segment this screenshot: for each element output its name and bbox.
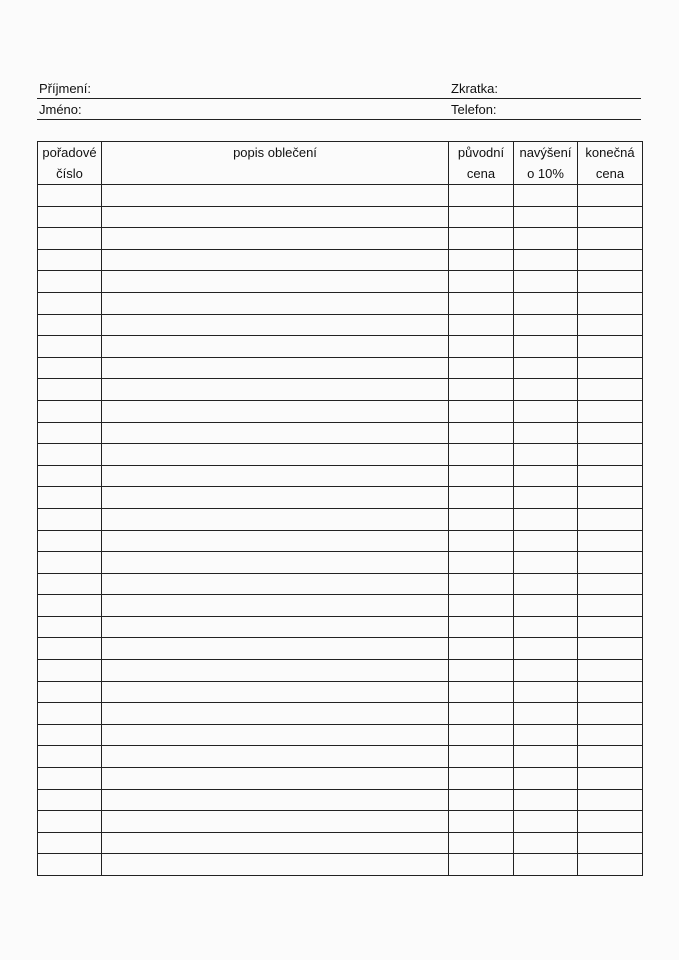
cell-markup[interactable] bbox=[514, 508, 578, 530]
cell-description[interactable] bbox=[102, 508, 449, 530]
cell-original-price[interactable] bbox=[449, 249, 514, 271]
cell-original-price[interactable] bbox=[449, 854, 514, 876]
cell-markup[interactable] bbox=[514, 530, 578, 552]
col-header-line1: původní bbox=[457, 145, 505, 160]
cell-markup[interactable] bbox=[514, 660, 578, 682]
cell-markup[interactable] bbox=[514, 768, 578, 790]
cell-final-price[interactable] bbox=[578, 292, 643, 314]
cell-original-price[interactable] bbox=[449, 660, 514, 682]
cell-markup[interactable] bbox=[514, 444, 578, 466]
table-row bbox=[38, 379, 643, 401]
col-header-line2: cena bbox=[466, 166, 496, 181]
cell-final-price[interactable] bbox=[578, 552, 643, 574]
cell-order-number[interactable] bbox=[38, 530, 102, 552]
table-row bbox=[38, 811, 643, 833]
cell-final-price[interactable] bbox=[578, 465, 643, 487]
cell-order-number[interactable] bbox=[38, 228, 102, 250]
cell-original-price[interactable] bbox=[449, 508, 514, 530]
col-header-line1: konečná bbox=[585, 145, 635, 160]
cell-order-number[interactable] bbox=[38, 422, 102, 444]
cell-order-number[interactable] bbox=[38, 768, 102, 790]
cell-original-price[interactable] bbox=[449, 832, 514, 854]
cell-original-price[interactable] bbox=[449, 444, 514, 466]
cell-markup[interactable] bbox=[514, 357, 578, 379]
table-row bbox=[38, 249, 643, 271]
cell-order-number[interactable] bbox=[38, 811, 102, 833]
cell-markup[interactable] bbox=[514, 681, 578, 703]
cell-order-number[interactable] bbox=[38, 724, 102, 746]
cell-order-number[interactable] bbox=[38, 508, 102, 530]
cell-markup[interactable] bbox=[514, 724, 578, 746]
clothing-list-table bbox=[37, 141, 643, 876]
cell-markup[interactable] bbox=[514, 487, 578, 509]
cell-original-price[interactable] bbox=[449, 552, 514, 574]
name-label: Jméno: bbox=[39, 102, 82, 117]
cell-description[interactable] bbox=[102, 487, 449, 509]
table-row bbox=[38, 832, 643, 854]
cell-order-number[interactable] bbox=[38, 660, 102, 682]
cell-final-price[interactable] bbox=[578, 595, 643, 617]
col-header-final-price bbox=[578, 142, 643, 185]
cell-original-price[interactable] bbox=[449, 768, 514, 790]
cell-final-price[interactable] bbox=[578, 832, 643, 854]
col-header-line1: popis oblečení bbox=[233, 145, 317, 160]
cell-original-price[interactable] bbox=[449, 530, 514, 552]
table-row bbox=[38, 638, 643, 660]
cell-original-price[interactable] bbox=[449, 638, 514, 660]
cell-markup[interactable] bbox=[514, 854, 578, 876]
cell-markup[interactable] bbox=[514, 616, 578, 638]
cell-description[interactable] bbox=[102, 422, 449, 444]
cell-final-price[interactable] bbox=[578, 854, 643, 876]
table-row bbox=[38, 768, 643, 790]
cell-original-price[interactable] bbox=[449, 292, 514, 314]
cell-description[interactable] bbox=[102, 638, 449, 660]
abbrev-label: Zkratka: bbox=[451, 81, 498, 96]
cell-original-price[interactable] bbox=[449, 228, 514, 250]
cell-order-number[interactable] bbox=[38, 595, 102, 617]
table-row bbox=[38, 746, 643, 768]
cell-markup[interactable] bbox=[514, 314, 578, 336]
cell-description[interactable] bbox=[102, 854, 449, 876]
cell-order-number[interactable] bbox=[38, 465, 102, 487]
cell-order-number[interactable] bbox=[38, 444, 102, 466]
cell-final-price[interactable] bbox=[578, 336, 643, 358]
cell-markup[interactable] bbox=[514, 595, 578, 617]
cell-final-price[interactable] bbox=[578, 703, 643, 725]
table-row bbox=[38, 185, 643, 207]
cell-original-price[interactable] bbox=[449, 595, 514, 617]
cell-markup[interactable] bbox=[514, 422, 578, 444]
col-header-order-number bbox=[38, 142, 102, 185]
cell-original-price[interactable] bbox=[449, 379, 514, 401]
cell-markup[interactable] bbox=[514, 206, 578, 228]
table-row bbox=[38, 703, 643, 725]
cell-markup[interactable] bbox=[514, 465, 578, 487]
cell-original-price[interactable] bbox=[449, 681, 514, 703]
cell-description[interactable] bbox=[102, 292, 449, 314]
cell-order-number[interactable] bbox=[38, 271, 102, 293]
surname-label: Příjmení: bbox=[39, 81, 92, 96]
table-row bbox=[38, 854, 643, 876]
cell-original-price[interactable] bbox=[449, 271, 514, 293]
cell-description[interactable] bbox=[102, 552, 449, 574]
cell-order-number[interactable] bbox=[38, 552, 102, 574]
cell-order-number[interactable] bbox=[38, 681, 102, 703]
cell-description[interactable] bbox=[102, 789, 449, 811]
table-row bbox=[38, 660, 643, 682]
cell-order-number[interactable] bbox=[38, 314, 102, 336]
cell-description[interactable] bbox=[102, 314, 449, 336]
cell-final-price[interactable] bbox=[578, 400, 643, 422]
cell-markup[interactable] bbox=[514, 379, 578, 401]
cell-final-price[interactable] bbox=[578, 444, 643, 466]
col-header-original-price bbox=[449, 142, 514, 185]
table-row bbox=[38, 552, 643, 574]
cell-order-number[interactable] bbox=[38, 703, 102, 725]
cell-order-number[interactable] bbox=[38, 573, 102, 595]
cell-original-price[interactable] bbox=[449, 314, 514, 336]
cell-order-number[interactable] bbox=[38, 832, 102, 854]
cell-original-price[interactable] bbox=[449, 724, 514, 746]
cell-description[interactable] bbox=[102, 530, 449, 552]
cell-final-price[interactable] bbox=[578, 681, 643, 703]
cell-markup[interactable] bbox=[514, 746, 578, 768]
cell-description[interactable] bbox=[102, 660, 449, 682]
cell-description[interactable] bbox=[102, 357, 449, 379]
cell-description[interactable] bbox=[102, 185, 449, 207]
cell-final-price[interactable] bbox=[578, 638, 643, 660]
cell-markup[interactable] bbox=[514, 573, 578, 595]
cell-description[interactable] bbox=[102, 811, 449, 833]
cell-description[interactable] bbox=[102, 703, 449, 725]
cell-final-price[interactable] bbox=[578, 746, 643, 768]
cell-order-number[interactable] bbox=[38, 336, 102, 358]
table-header-row bbox=[38, 142, 643, 185]
table-row bbox=[38, 422, 643, 444]
cell-description[interactable] bbox=[102, 681, 449, 703]
cell-markup[interactable] bbox=[514, 292, 578, 314]
cell-order-number[interactable] bbox=[38, 206, 102, 228]
table-row bbox=[38, 573, 643, 595]
cell-final-price[interactable] bbox=[578, 357, 643, 379]
cell-description[interactable] bbox=[102, 616, 449, 638]
cell-order-number[interactable] bbox=[38, 185, 102, 207]
cell-description[interactable] bbox=[102, 379, 449, 401]
cell-markup[interactable] bbox=[514, 185, 578, 207]
cell-markup[interactable] bbox=[514, 703, 578, 725]
cell-description[interactable] bbox=[102, 746, 449, 768]
table-row bbox=[38, 336, 643, 358]
cell-markup[interactable] bbox=[514, 271, 578, 293]
cell-original-price[interactable] bbox=[449, 703, 514, 725]
cell-final-price[interactable] bbox=[578, 811, 643, 833]
cell-markup[interactable] bbox=[514, 249, 578, 271]
cell-order-number[interactable] bbox=[38, 292, 102, 314]
cell-original-price[interactable] bbox=[449, 616, 514, 638]
cell-description[interactable] bbox=[102, 249, 449, 271]
table-body bbox=[38, 185, 643, 876]
table-row bbox=[38, 271, 643, 293]
table-row bbox=[38, 681, 643, 703]
table-row bbox=[38, 724, 643, 746]
table-row bbox=[38, 314, 643, 336]
table-row bbox=[38, 530, 643, 552]
cell-markup[interactable] bbox=[514, 638, 578, 660]
cell-original-price[interactable] bbox=[449, 746, 514, 768]
cell-final-price[interactable] bbox=[578, 789, 643, 811]
cell-description[interactable] bbox=[102, 206, 449, 228]
col-header-markup bbox=[514, 142, 578, 185]
cell-description[interactable] bbox=[102, 832, 449, 854]
table-row bbox=[38, 400, 643, 422]
cell-final-price[interactable] bbox=[578, 487, 643, 509]
cell-order-number[interactable] bbox=[38, 487, 102, 509]
cell-original-price[interactable] bbox=[449, 357, 514, 379]
cell-final-price[interactable] bbox=[578, 724, 643, 746]
cell-markup[interactable] bbox=[514, 832, 578, 854]
cell-description[interactable] bbox=[102, 595, 449, 617]
cell-original-price[interactable] bbox=[449, 487, 514, 509]
cell-original-price[interactable] bbox=[449, 465, 514, 487]
cell-description[interactable] bbox=[102, 228, 449, 250]
cell-order-number[interactable] bbox=[38, 249, 102, 271]
cell-final-price[interactable] bbox=[578, 422, 643, 444]
cell-original-price[interactable] bbox=[449, 336, 514, 358]
cell-order-number[interactable] bbox=[38, 746, 102, 768]
cell-original-price[interactable] bbox=[449, 789, 514, 811]
cell-final-price[interactable] bbox=[578, 530, 643, 552]
table-row bbox=[38, 487, 643, 509]
table-row bbox=[38, 789, 643, 811]
cell-markup[interactable] bbox=[514, 400, 578, 422]
surname-abbrev-line bbox=[37, 77, 641, 99]
cell-final-price[interactable] bbox=[578, 206, 643, 228]
table-row bbox=[38, 616, 643, 638]
cell-description[interactable] bbox=[102, 573, 449, 595]
cell-final-price[interactable] bbox=[578, 508, 643, 530]
cell-final-price[interactable] bbox=[578, 616, 643, 638]
cell-final-price[interactable] bbox=[578, 768, 643, 790]
cell-final-price[interactable] bbox=[578, 379, 643, 401]
cell-final-price[interactable] bbox=[578, 249, 643, 271]
cell-order-number[interactable] bbox=[38, 638, 102, 660]
cell-markup[interactable] bbox=[514, 552, 578, 574]
cell-description[interactable] bbox=[102, 336, 449, 358]
cell-original-price[interactable] bbox=[449, 206, 514, 228]
cell-description[interactable] bbox=[102, 768, 449, 790]
cell-final-price[interactable] bbox=[578, 660, 643, 682]
col-header-line1: navýšení bbox=[519, 145, 572, 160]
cell-original-price[interactable] bbox=[449, 811, 514, 833]
table-row bbox=[38, 465, 643, 487]
cell-original-price[interactable] bbox=[449, 185, 514, 207]
cell-description[interactable] bbox=[102, 724, 449, 746]
table-row bbox=[38, 357, 643, 379]
cell-order-number[interactable] bbox=[38, 789, 102, 811]
cell-final-price[interactable] bbox=[578, 314, 643, 336]
table-row bbox=[38, 444, 643, 466]
cell-order-number[interactable] bbox=[38, 400, 102, 422]
table-row bbox=[38, 595, 643, 617]
cell-original-price[interactable] bbox=[449, 400, 514, 422]
cell-order-number[interactable] bbox=[38, 854, 102, 876]
cell-original-price[interactable] bbox=[449, 422, 514, 444]
col-header-line2: cena bbox=[595, 166, 625, 181]
cell-final-price[interactable] bbox=[578, 228, 643, 250]
table-row bbox=[38, 206, 643, 228]
cell-final-price[interactable] bbox=[578, 271, 643, 293]
cell-markup[interactable] bbox=[514, 789, 578, 811]
col-header-line2: číslo bbox=[56, 166, 83, 181]
cell-order-number[interactable] bbox=[38, 379, 102, 401]
cell-markup[interactable] bbox=[514, 228, 578, 250]
table-row bbox=[38, 508, 643, 530]
cell-description[interactable] bbox=[102, 444, 449, 466]
col-header-description bbox=[102, 142, 449, 185]
cell-markup[interactable] bbox=[514, 811, 578, 833]
table-row bbox=[38, 228, 643, 250]
name-phone-line bbox=[37, 98, 641, 120]
cell-description[interactable] bbox=[102, 271, 449, 293]
cell-final-price[interactable] bbox=[578, 185, 643, 207]
cell-order-number[interactable] bbox=[38, 357, 102, 379]
cell-final-price[interactable] bbox=[578, 573, 643, 595]
col-header-line2: o 10% bbox=[527, 166, 564, 181]
table-row bbox=[38, 292, 643, 314]
cell-description[interactable] bbox=[102, 465, 449, 487]
cell-original-price[interactable] bbox=[449, 573, 514, 595]
cell-order-number[interactable] bbox=[38, 616, 102, 638]
col-header-line1: pořadové bbox=[42, 145, 97, 160]
phone-label: Telefon: bbox=[451, 102, 497, 117]
cell-markup[interactable] bbox=[514, 336, 578, 358]
cell-description[interactable] bbox=[102, 400, 449, 422]
